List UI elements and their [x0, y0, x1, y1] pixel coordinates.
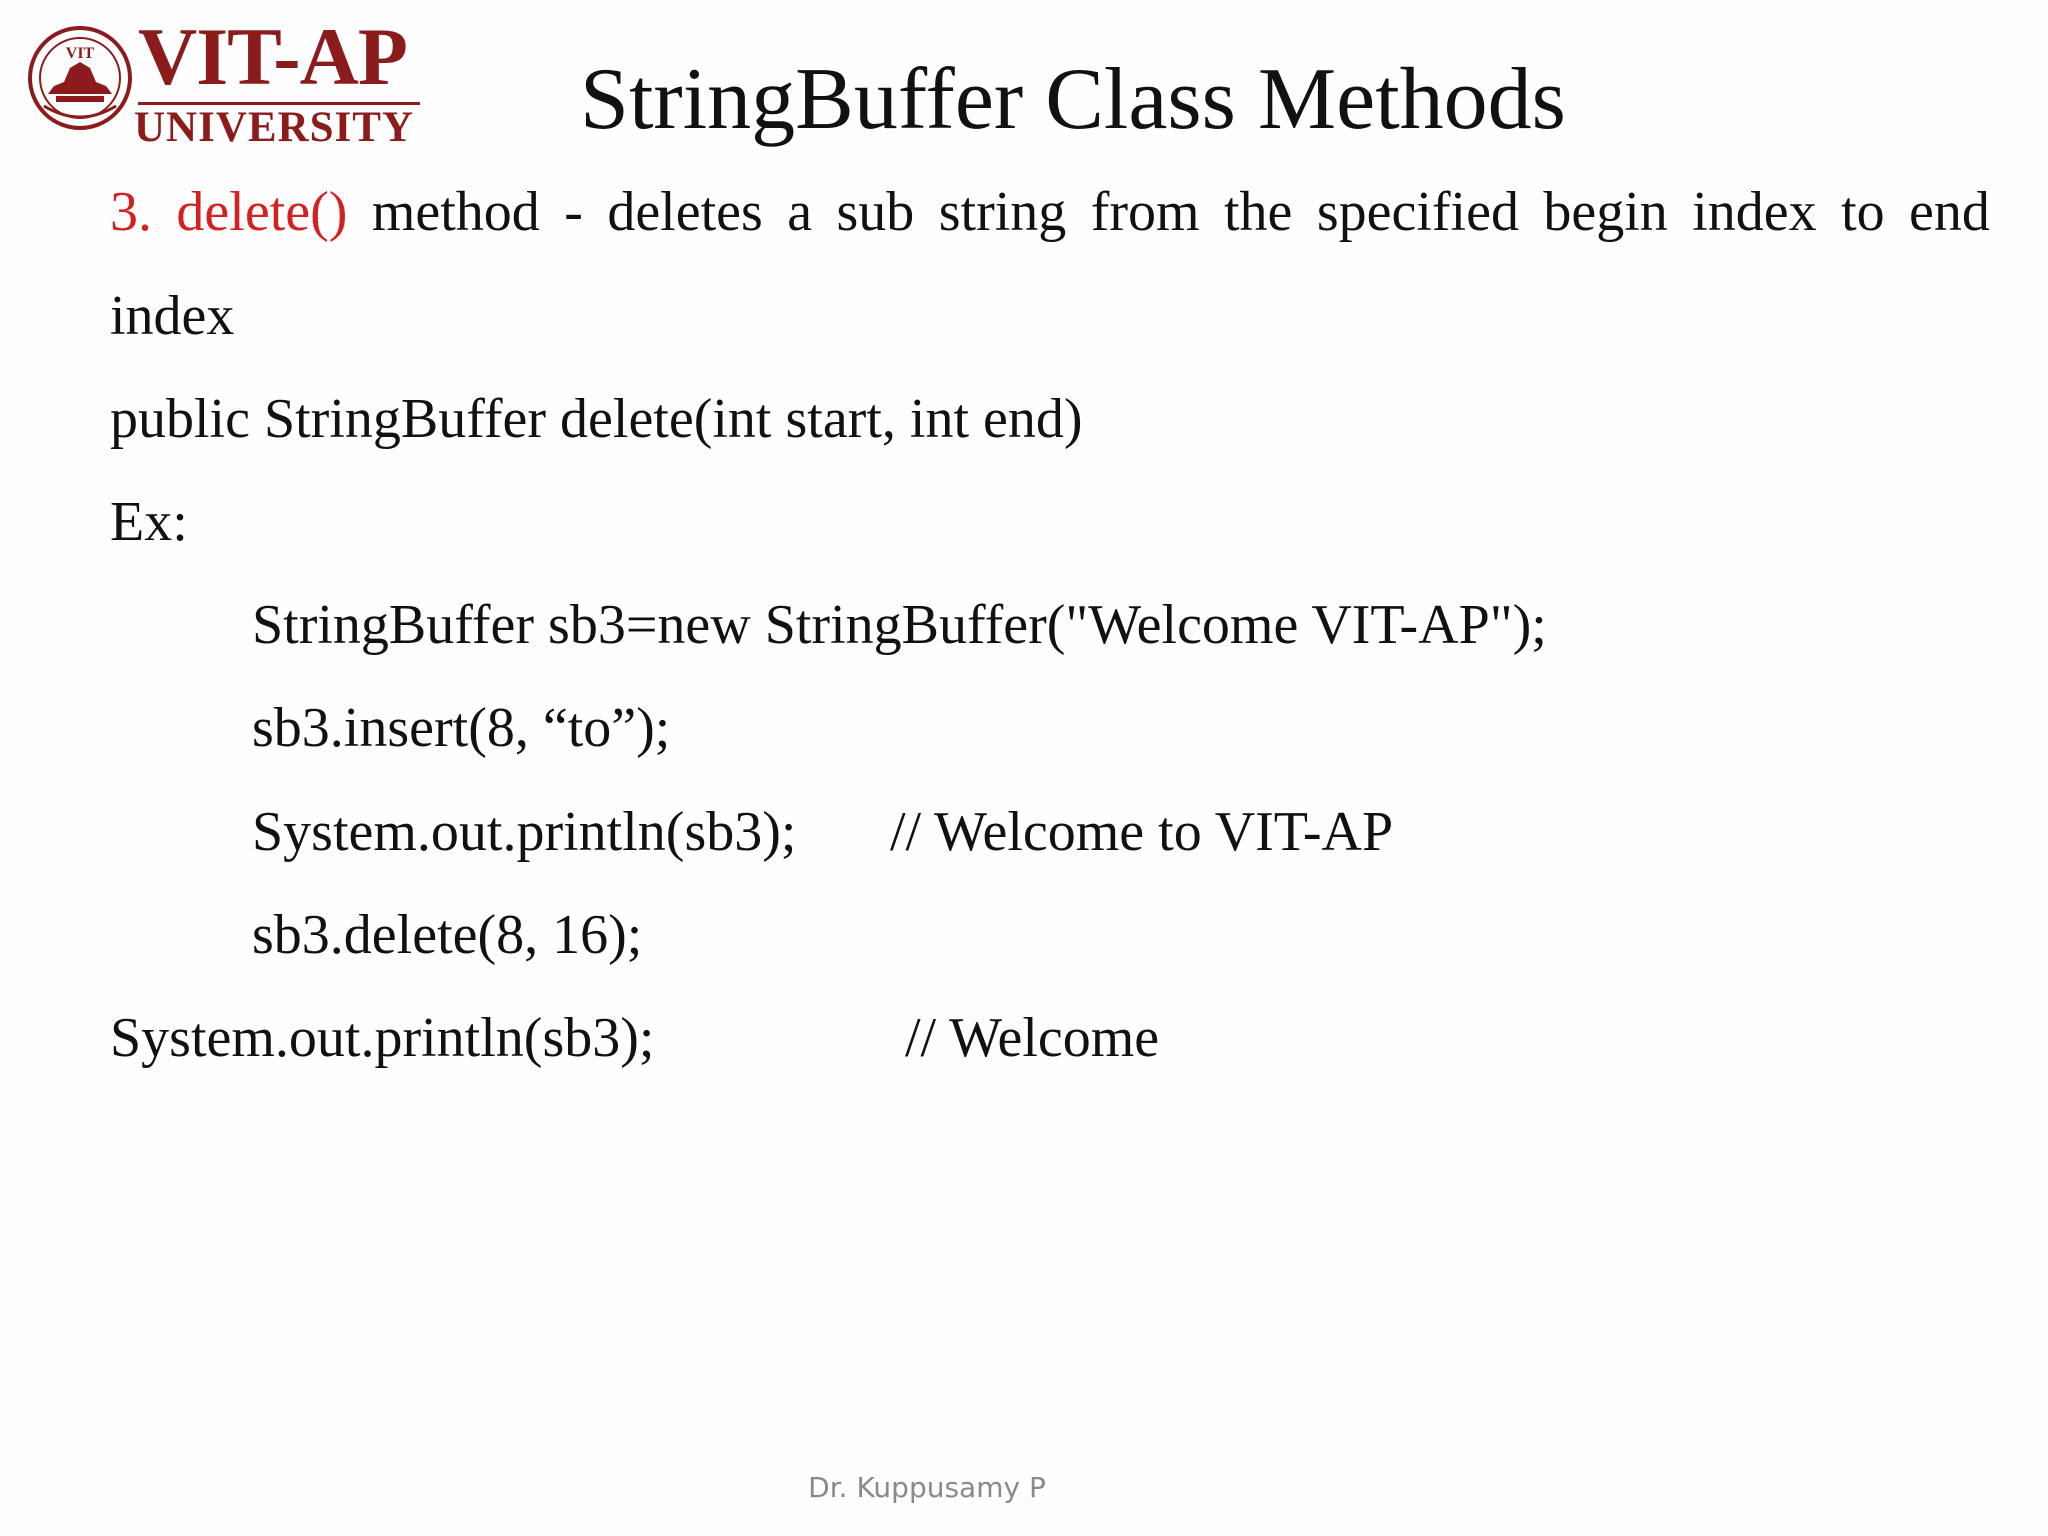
description-word: to [1841, 181, 1885, 243]
code-line-4: sb3.delete(8, 16); [252, 904, 643, 966]
code-line-2: sb3.insert(8, “to”); [252, 697, 671, 759]
seal-text: VIT [65, 45, 95, 62]
description-continuation: index [110, 285, 235, 347]
description-word: specified [1316, 181, 1519, 243]
university-seal-icon [26, 24, 134, 132]
description-word: begin [1543, 181, 1668, 243]
description-word: the [1223, 181, 1293, 243]
description-word: index [1692, 181, 1817, 243]
code-comment-3: // Welcome to VIT-AP [890, 801, 1394, 863]
slide-title: StringBuffer Class Methods [580, 51, 1566, 148]
method-description-line [110, 180, 1990, 244]
method-number: 3. [110, 181, 152, 243]
description-word: a [787, 181, 813, 243]
description-word: end [1909, 181, 1990, 243]
description-word: method [371, 181, 540, 243]
method-signature: public StringBuffer delete(int start, int end) [110, 388, 1083, 450]
code-line-5: System.out.println(sb3); [110, 1007, 655, 1069]
description-word: sub [836, 181, 915, 243]
code-comment-5: // Welcome [905, 1007, 1160, 1069]
university-logo [26, 11, 426, 151]
description-word: deletes [607, 181, 763, 243]
code-line-3: System.out.println(sb3); [252, 801, 797, 863]
description-word: from [1090, 181, 1200, 243]
method-name: delete() [176, 181, 348, 243]
logo-subtitle: UNIVERSITY [134, 104, 415, 151]
author-footer: Dr. Kuppusamy P [808, 1471, 1046, 1504]
code-line-1: StringBuffer sb3=new StringBuffer("Welcome VIT-AP"); [252, 594, 1547, 656]
description-word: - [564, 181, 583, 243]
example-label: Ex: [110, 491, 188, 553]
logo-title: VIT-AP [138, 11, 407, 102]
description-word: string [938, 181, 1067, 243]
